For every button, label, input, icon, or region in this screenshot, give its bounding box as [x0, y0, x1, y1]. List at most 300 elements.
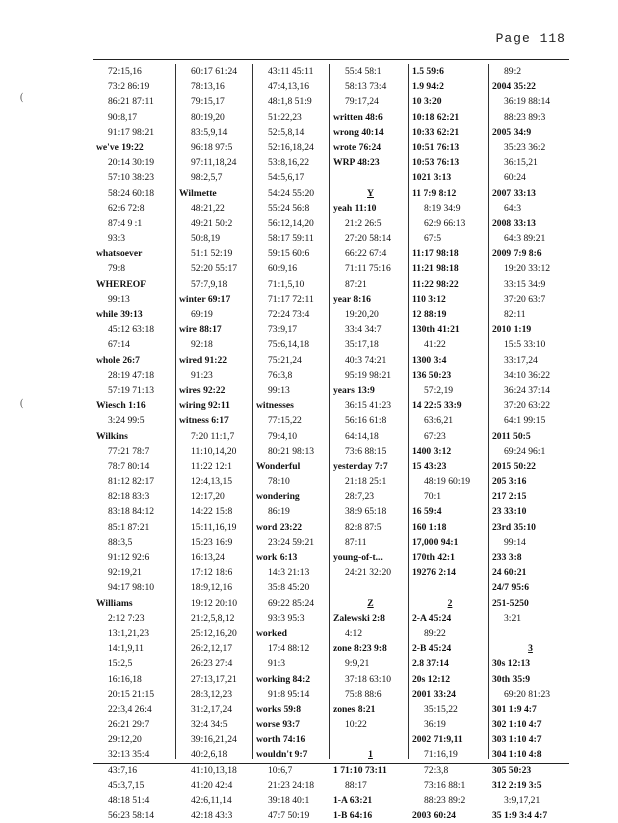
index-entry: 130th 41:21: [412, 324, 460, 336]
index-entry: 17,000 94:1: [412, 536, 459, 548]
index-entry-continuation: 11:10,14,20: [191, 445, 237, 457]
index-entry-continuation: 28:3,12,23: [191, 688, 233, 700]
index-entry-continuation: 86:19: [268, 506, 290, 518]
index-entry-continuation: 3:24 99:5: [108, 415, 145, 427]
index-entry-continuation: 91:17 98:21: [108, 126, 155, 138]
index-entry-continuation: 87:21: [345, 278, 367, 290]
index-entry-continuation: 77:21 78:7: [108, 445, 150, 457]
index-entry-continuation: 26:23 27:4: [191, 658, 233, 670]
index-entry: 11:21 98:18: [412, 263, 459, 275]
index-entry: 305 50:23: [492, 764, 532, 776]
index-entry: 14 22:5 33:9: [412, 400, 462, 412]
index-entry-continuation: 76:3,8: [268, 369, 293, 381]
index-entry: we've 19:22: [96, 141, 144, 153]
index-entry-continuation: 3:21: [504, 612, 522, 624]
index-entry: 11:17 98:18: [412, 248, 459, 260]
index-entry-continuation: 71:16,19: [424, 749, 458, 761]
index-entry-continuation: 25:12,16,20: [191, 627, 237, 639]
index-entry-continuation: 35:23 36:2: [504, 141, 546, 153]
index-entry-continuation: 20:15 21:15: [108, 688, 155, 700]
index-entry-continuation: 73:6 88:15: [345, 445, 387, 457]
index-entry-continuation: 79:17,24: [345, 96, 379, 108]
index-entry-continuation: 42:6,11,14: [191, 795, 232, 806]
index-entry-continuation: 75:21,24: [268, 354, 302, 366]
index-entry: 15 43:23: [412, 460, 447, 472]
index-entry: WHEREOF: [96, 278, 147, 290]
index-entry: whatsoever: [96, 248, 143, 260]
index-entry-continuation: 48:18 51:4: [108, 795, 150, 806]
index-entry: 10:18 62:21: [412, 111, 460, 123]
index-entry-continuation: 82:11: [504, 309, 526, 320]
index-entry-continuation: 10:22: [345, 719, 367, 731]
letter-section-heading: 1: [368, 749, 373, 761]
index-entry-continuation: 36:15,21: [504, 157, 538, 169]
index-entry-continuation: 67:23: [424, 430, 446, 442]
index-entry: wired 91:22: [179, 354, 228, 366]
index-entry: Wiesch 1:16: [96, 400, 146, 412]
index-entry: witness 6:17: [179, 415, 229, 427]
index-entry-continuation: 41:22: [424, 339, 446, 351]
index-entry-continuation: 36:19: [424, 719, 446, 731]
index-entry-continuation: 79:15,17: [191, 96, 225, 108]
index-entry: working 84:2: [256, 673, 311, 685]
index-entry: Zalewski 2:8: [333, 612, 385, 624]
index-entry-continuation: 72:15,16: [108, 66, 142, 77]
index-entry-continuation: 22:3,4 26:4: [108, 703, 152, 715]
index-entry-continuation: 21:2 26:5: [345, 217, 382, 229]
index-entry-continuation: 16:13,24: [191, 552, 225, 563]
index-entry: Williams: [96, 597, 133, 609]
index-entry-continuation: 27:13,17,21: [191, 673, 237, 685]
index-entry-continuation: 39:18 40:1: [268, 795, 310, 806]
index-entry: worse 93:7: [256, 719, 300, 731]
index-entry: 11 7:9 8:12: [412, 187, 457, 199]
index-entry-continuation: 75:6,14,18: [268, 339, 310, 351]
index-entry: wiring 92:11: [179, 400, 230, 412]
index-entry-continuation: 90:8,17: [108, 111, 138, 123]
index-entry-continuation: 40:3 74:21: [345, 354, 387, 366]
index-entry: 2008 33:13: [492, 217, 536, 229]
index-entry-continuation: 67:5: [424, 233, 442, 245]
index-entry: 303 1:10 4:7: [492, 734, 542, 746]
index-entry-continuation: 91:8 95:14: [268, 688, 310, 700]
index-entry: yeah 11:10: [333, 202, 377, 214]
index-entry: works 59:8: [256, 703, 302, 715]
index-entry-continuation: 3:9,17,21: [504, 795, 541, 806]
index-entry: young-of-t...: [333, 552, 383, 563]
index-entry-continuation: 13:1,21,23: [108, 627, 150, 639]
index-entry-continuation: 75:8 88:6: [345, 688, 382, 700]
index-entry-continuation: 29:12,20: [108, 734, 142, 746]
index-entry-continuation: 43:11 45:11: [268, 66, 314, 77]
index-entry-continuation: 4:12: [345, 627, 363, 639]
index-entry-continuation: 11:22 12:1: [191, 460, 232, 472]
index-entry: 23rd 35:10: [492, 521, 536, 533]
index-entry: zone 8:23 9:8: [333, 643, 387, 655]
index-entry: Wonderful: [256, 460, 301, 472]
index-entry-continuation: 48:1,8 51:9: [268, 96, 312, 108]
index-entry: 23 33:10: [492, 506, 527, 518]
index-entry-continuation: 57:2,19: [424, 384, 454, 396]
index-entry-continuation: 35:8 45:20: [268, 582, 310, 594]
index-column-6: [489, 64, 569, 822]
index-entry: 1300 3:4: [412, 354, 447, 366]
index-entry-continuation: 73:2 86:19: [108, 81, 150, 93]
index-entry-continuation: 88:23 89:3: [504, 111, 546, 123]
index-entry-continuation: 58:24 60:18: [108, 187, 155, 199]
index-entry-continuation: 64:1 99:15: [504, 415, 546, 427]
index-entry: 2011 50:5: [492, 430, 531, 442]
index-entry-continuation: 88:3,5: [108, 536, 133, 548]
index-column-5: [409, 64, 489, 822]
index-column-1: [93, 64, 176, 822]
index-entry-continuation: 58:13 73:4: [345, 81, 387, 93]
index-entry-continuation: 14:22 15:8: [191, 506, 233, 518]
index-entry-continuation: 91:23: [191, 369, 213, 381]
index-entry-continuation: 58:17 59:11: [268, 233, 314, 245]
index-entry-continuation: 71:11 75:16: [345, 263, 391, 275]
index-entry-continuation: 41:20 42:4: [191, 779, 233, 791]
index-entry-continuation: 21:23 24:18: [268, 779, 315, 791]
index-entry-continuation: 79:4,10: [268, 430, 298, 442]
index-entry-continuation: 19:20,20: [345, 309, 379, 320]
index-entry: 2-A 45:24: [412, 612, 452, 624]
index-entry: 1-B 64:16: [333, 810, 373, 822]
index-entry-continuation: 77:15,22: [268, 415, 302, 427]
index-entry: WRP 48:23: [333, 157, 380, 169]
index-entry: wires 92:22: [179, 384, 226, 396]
index-entry: 19276 2:14: [412, 567, 456, 579]
index-entry-continuation: 69:19: [191, 309, 213, 320]
index-column-3: [253, 64, 330, 822]
index-entry-continuation: 36:19 88:14: [504, 96, 551, 108]
index-entry-continuation: [333, 580, 408, 595]
index-entry-continuation: 20:14 30:19: [108, 157, 155, 169]
word-index-table: [93, 59, 569, 822]
index-entry-continuation: 15:11,16,19: [191, 521, 237, 533]
index-entry-continuation: 73:9,17: [268, 324, 298, 336]
index-entry-continuation: 63:6,21: [424, 415, 454, 427]
index-entry: 1.9 94:2: [412, 81, 444, 93]
index-entry: 205 3:16: [492, 476, 527, 488]
index-entry: 110 3:12: [412, 293, 446, 305]
index-entry: 12 88:19: [412, 309, 447, 320]
index-entry: 30th 35:9: [492, 673, 531, 685]
index-entry-continuation: 57:10 38:23: [108, 172, 155, 184]
index-entry-continuation: 37:18 63:10: [345, 673, 392, 685]
index-entry-continuation: 66:22 67:4: [345, 248, 387, 260]
index-entry-continuation: 99:13: [268, 384, 290, 396]
index-entry: 2007 33:13: [492, 187, 536, 199]
index-entry-continuation: 56:23 58:14: [108, 810, 155, 822]
index-entry-continuation: 21:2,5,8,12: [191, 612, 235, 624]
index-entry-continuation: 15:23 16:9: [191, 536, 233, 548]
index-entry-continuation: 54:5,6,17: [268, 172, 305, 184]
index-entry: wrote 76:24: [333, 141, 382, 153]
index-entry-continuation: 23:24 59:21: [268, 536, 315, 548]
index-entry-continuation: 37:20 63:7: [504, 293, 546, 305]
index-entry-continuation: 83:5,9,14: [191, 126, 228, 138]
index-entry-continuation: 96:18 97:5: [191, 141, 233, 153]
index-entry: 2003 60:24: [412, 810, 456, 822]
index-entry: 2005 34:9: [492, 126, 532, 138]
index-entry-continuation: 12:4,13,15: [191, 476, 233, 488]
index-entry-continuation: 15:2,5: [108, 658, 133, 670]
page-number: Page 118: [495, 31, 566, 46]
index-entry-continuation: 79:8: [108, 263, 126, 275]
index-entry-continuation: 52:16,18,24: [268, 141, 314, 153]
index-entry: wondering: [256, 491, 300, 503]
index-entry-continuation: 26:21 29:7: [108, 719, 150, 731]
index-entry-continuation: 40:2,6,18: [191, 749, 228, 761]
index-entry-continuation: 82:18 83:3: [108, 491, 150, 503]
index-entry-continuation: 32:4 34:5: [191, 719, 228, 731]
index-entry-continuation: 24:21 32:20: [345, 567, 392, 579]
index-entry-continuation: 43:7,16: [108, 764, 138, 776]
index-entry-continuation: 33:15 34:9: [504, 278, 546, 290]
index-entry-continuation: 33:17,24: [504, 354, 538, 366]
index-entry-continuation: 80:21 98:13: [268, 445, 315, 457]
index-entry: 30s 12:13: [492, 658, 531, 670]
index-entry-continuation: 48:19 60:19: [424, 476, 471, 488]
hole-punch-mark: (: [20, 398, 24, 409]
index-entry-continuation: 7:20 11:1,7: [191, 430, 235, 442]
index-entry-continuation: 2:12 7:23: [108, 612, 145, 624]
index-entry: 10:53 76:13: [412, 157, 460, 169]
index-entry-continuation: 64:3: [504, 202, 522, 214]
index-entry-continuation: 17:4 88:12: [268, 643, 310, 655]
index-entry: year 8:16: [333, 293, 371, 305]
index-entry-continuation: 15:5 33:10: [504, 339, 546, 351]
index-entry-continuation: 57:19 71:13: [108, 384, 155, 396]
index-entry-continuation: 71:17 72:11: [268, 293, 314, 305]
index-entry-continuation: 91:12 92:6: [108, 552, 150, 563]
index-entry-continuation: 53:8,16,22: [268, 157, 310, 169]
index-entry-continuation: 98:2,5,7: [191, 172, 223, 184]
index-entry-continuation: 28:19 47:18: [108, 369, 155, 381]
index-entry: work 6:13: [256, 552, 298, 563]
index-entry-continuation: 36:24 37:14: [504, 384, 551, 396]
index-entry-continuation: 62:6 72:8: [108, 202, 145, 214]
index-entry-continuation: [333, 170, 408, 185]
index-entry-continuation: 78:7 80:14: [108, 460, 150, 472]
index-entry-continuation: 54:24 55:20: [268, 187, 315, 199]
index-entry: 16 59:4: [412, 506, 442, 518]
index-entry: 233 3:8: [492, 552, 522, 563]
index-entry: 217 2:15: [492, 491, 527, 503]
hole-punch-mark: (: [20, 92, 24, 103]
index-entry: 1 71:10 73:11: [333, 764, 387, 776]
index-entry-continuation: 17:12 18:6: [191, 567, 233, 579]
index-entry-continuation: 69:22 85:24: [268, 597, 315, 609]
index-entry: 2-B 45:24: [412, 643, 452, 655]
index-entry: 304 1:10 4:8: [492, 749, 542, 761]
index-entry: wouldn't 9:7: [256, 749, 308, 761]
index-entry-continuation: 8:19 34:9: [424, 202, 461, 214]
index-entry-continuation: 47:4,13,16: [268, 81, 310, 93]
letter-section-heading: 3: [528, 643, 533, 655]
index-entry-continuation: 72:24 73:4: [268, 309, 310, 320]
index-entry: 2010 1:19: [492, 324, 532, 336]
index-entry: 2015 50:22: [492, 460, 536, 472]
index-entry-continuation: 34:10 36:22: [504, 369, 551, 381]
index-entry-continuation: 80:19,20: [191, 111, 225, 123]
index-entry-continuation: 97:11,18,24: [191, 157, 237, 169]
index-entry: 2009 7:9 8:6: [492, 248, 542, 260]
index-entry-continuation: 60:24: [504, 172, 526, 184]
index-entry: 11:22 98:22: [412, 278, 459, 290]
index-entry-continuation: 52:5,8,14: [268, 126, 305, 138]
letter-section-heading: Z: [367, 597, 374, 609]
index-entry: worth 74:16: [256, 734, 306, 746]
index-entry-continuation: 33:4 34:7: [345, 324, 382, 336]
index-entry-continuation: 28:7,23: [345, 491, 375, 503]
index-entry: written 48:6: [333, 111, 383, 123]
index-entry-continuation: 45:3,7,15: [108, 779, 145, 791]
index-entry-continuation: 69:24 96:1: [504, 445, 546, 457]
index-entry: worked: [256, 627, 287, 639]
index-entry-continuation: 12:17,20: [191, 491, 225, 503]
index-entry: 2.8 37:14: [412, 658, 449, 670]
index-entry: 160 1:18: [412, 521, 447, 533]
index-entry: wire 88:17: [179, 324, 222, 336]
index-entry-continuation: 35:17,18: [345, 339, 379, 351]
index-entry-continuation: 41:10,13,18: [191, 764, 237, 776]
index-entry-continuation: 92:19,21: [108, 567, 142, 579]
index-entry-continuation: 21:18 25:1: [345, 476, 387, 488]
index-entry-continuation: 89:2: [504, 66, 522, 77]
index-entry: 302 1:10 4:7: [492, 719, 542, 731]
index-entry-continuation: 51:1 52:19: [191, 248, 233, 260]
index-entry-continuation: [412, 580, 488, 595]
index-entry-continuation: 31:2,17,24: [191, 703, 233, 715]
index-entry-continuation: 81:12 82:17: [108, 476, 155, 488]
index-entry: 24 60:21: [492, 567, 527, 579]
index-entry: while 39:13: [96, 309, 143, 320]
index-entry-continuation: 60:17 61:24: [191, 66, 238, 77]
index-entry: yesterday 7:7: [333, 460, 388, 472]
index-entry: wrong 40:14: [333, 126, 384, 138]
index-entry-continuation: 57:7,9,18: [191, 278, 228, 290]
index-entry-continuation: 73:16 88:1: [424, 779, 466, 791]
index-entry-continuation: 9:9,21: [345, 658, 370, 670]
index-entry-continuation: 60:9,16: [268, 263, 298, 275]
index-entry-continuation: 48:21,22: [191, 202, 225, 214]
index-entry-continuation: 88:17: [345, 779, 367, 791]
index-entry-continuation: 56:12,14,20: [268, 217, 314, 229]
index-entry-continuation: 82:8 87:5: [345, 521, 382, 533]
index-entry-continuation: 95:19 98:21: [345, 369, 392, 381]
index-entry-continuation: 55:4 58:1: [345, 66, 382, 77]
index-column-4: [330, 64, 409, 822]
index-entry: 136 50:23: [412, 369, 452, 381]
index-entry-continuation: 39:16,21,24: [191, 734, 237, 746]
index-entry-continuation: 78:10: [268, 476, 290, 488]
index-entry: witnesses: [256, 400, 294, 412]
index-entry-continuation: 16:16,18: [108, 673, 142, 685]
index-entry-continuation: 64:3 89:21: [504, 233, 546, 245]
index-entry: winter 69:17: [179, 293, 231, 305]
index-entry-continuation: 37:20 63:22: [504, 400, 551, 412]
index-entry-continuation: [492, 626, 569, 641]
index-entry-continuation: 99:14: [504, 536, 526, 548]
index-entry: 301 1:9 4:7: [492, 703, 537, 715]
index-column-2: [176, 64, 253, 822]
index-entry-continuation: 94:17 98:10: [108, 582, 155, 594]
index-entry-continuation: 14:1,9,11: [108, 643, 144, 655]
index-entry-continuation: 55:24 56:8: [268, 202, 310, 214]
index-entry-continuation: 49:21 50:2: [191, 217, 233, 229]
index-entry-continuation: 35:15,22: [424, 703, 458, 715]
index-entry-continuation: 71:1,5,10: [268, 278, 305, 290]
index-entry-continuation: [333, 732, 408, 747]
index-entry: 1021 3:13: [412, 172, 452, 184]
index-entry-continuation: 27:20 58:14: [345, 233, 392, 245]
index-entry: 1-A 63:21: [333, 795, 373, 806]
index-entry: 312 2:19 3:5: [492, 779, 542, 791]
index-entry-continuation: 62:9 66:13: [424, 217, 466, 229]
index-entry-continuation: 69:20 81:23: [504, 688, 551, 700]
index-entry: 251-5250: [492, 597, 529, 609]
index-entry-continuation: 14:3 21:13: [268, 567, 310, 579]
index-entry: 2002 71:9,11: [412, 734, 463, 746]
index-entry-continuation: 56:16 61:8: [345, 415, 387, 427]
index-entry-continuation: 36:15 41:23: [345, 400, 392, 412]
index-entry-continuation: 83:18 84:12: [108, 506, 155, 518]
index-entry-continuation: 19:12 20:10: [191, 597, 238, 609]
index-entry-continuation: 93:3: [108, 233, 126, 245]
index-entry-continuation: 88:23 89:2: [424, 795, 466, 806]
index-entry: 2001 33:24: [412, 688, 456, 700]
index-entry-continuation: 87:11: [345, 536, 367, 548]
index-entry: 20s 12:12: [412, 673, 451, 685]
index-entry: Wilkins: [96, 430, 128, 442]
index-entry-continuation: 42:18 43:3: [191, 810, 233, 822]
index-entry-continuation: 59:15 60:6: [268, 248, 310, 260]
index-entry-continuation: 85:1 87:21: [108, 521, 150, 533]
index-entry: years 13:9: [333, 384, 375, 396]
index-entry-continuation: 78:13,16: [191, 81, 225, 93]
index-entry-continuation: 72:3,8: [424, 764, 449, 776]
index-entry: 35 1:9 3:4 4:7: [492, 810, 548, 822]
index-entry-continuation: 18:9,12,16: [191, 582, 233, 594]
index-entry-continuation: 45:12 63:18: [108, 324, 155, 336]
index-entry-continuation: 91:3: [268, 658, 286, 670]
index-entry-continuation: 87:4 9 :1: [108, 217, 143, 229]
index-entry-continuation: 50:8,19: [191, 233, 221, 245]
index-entry-continuation: 51:22,23: [268, 111, 302, 123]
index-entry-continuation: 38:9 65:18: [345, 506, 387, 518]
index-entry-continuation: 99:13: [108, 293, 130, 305]
index-entry: 10 3:20: [412, 96, 442, 108]
index-entry-continuation: 70:1: [424, 491, 442, 503]
index-entry-continuation: 26:2,12,17: [191, 643, 233, 655]
index-entry-continuation: 32:13 35:4: [108, 749, 150, 761]
index-entry-continuation: 64:14,18: [345, 430, 379, 442]
index-entry: zones 8:21: [333, 703, 376, 715]
index-entry: word 23:22: [256, 521, 303, 533]
index-entry: 1.5 59:6: [412, 66, 444, 77]
index-entry-continuation: 89:22: [424, 627, 446, 639]
index-entry-continuation: 47:7 50:19: [268, 810, 310, 822]
letter-section-heading: 2: [447, 597, 453, 609]
index-entry: 10:51 76:13: [412, 141, 460, 153]
index-entry: 170th 42:1: [412, 552, 455, 563]
index-entry-continuation: 86:21 87:11: [108, 96, 154, 108]
index-entry: whole 26:7: [96, 354, 140, 366]
index-entry: 2004 35:22: [492, 81, 536, 93]
index-entry-continuation: 19:20 33:12: [504, 263, 551, 275]
